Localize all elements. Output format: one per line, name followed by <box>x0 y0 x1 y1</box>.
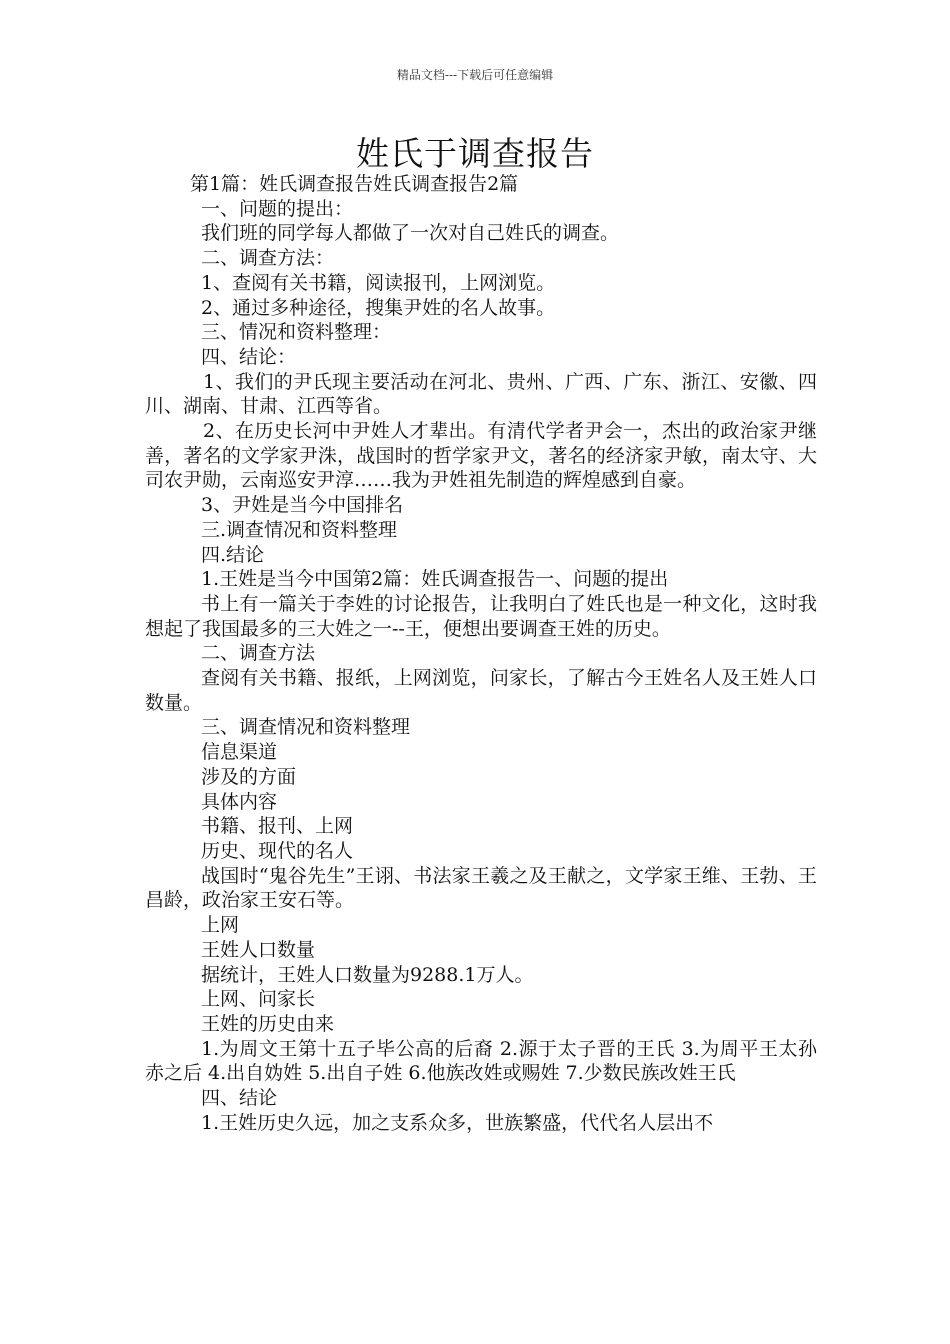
text-line: 三.调查情况和资料整理 <box>201 518 398 541</box>
text-line: 上网 <box>201 914 240 937</box>
text-line: 我们班的同学每人都做了一次对自己姓氏的调查。 <box>201 222 620 245</box>
text-line: 涉及的方面 <box>201 765 297 788</box>
page-header: 精品文档---下载后可任意编辑 <box>396 68 554 82</box>
text-line: 王姓人口数量 <box>201 938 316 961</box>
document-body <box>145 172 817 1135</box>
text-line: 1.王姓是当今中国第2篇：姓氏调查报告一、问题的提出 <box>201 568 669 591</box>
paragraph: 2、在历史长河中尹姓人才辈出。有清代学者尹会一，杰出的政治家尹继善，著名的文学家尹洙，战国时的哲学家尹文，著名的经济家尹敏，南太守、大司农尹勋，云南巡安尹淳……我为尹姓祖先制造的辉煌感到自豪。 <box>145 420 817 492</box>
paragraph: 战国时“鬼谷先生”王诩、书法家王羲之及王献之，文学家王维、王勃、王昌龄，政治家王安石等。 <box>145 864 817 912</box>
text-line: 二、调查方法： <box>201 247 335 270</box>
paragraph: 1.为周文王第十五子毕公高的后裔 2.源于太子晋的王氏 3.为周平王太孙赤之后 4.出自妫姓 5.出自子姓 6.他族改姓或赐姓 7.少数民族改姓王氏 <box>145 1037 817 1085</box>
text-line: 书籍、报刊、上网 <box>201 815 354 838</box>
text-line: 上网、问家长 <box>201 988 316 1011</box>
text-line: 三、情况和资料整理： <box>201 321 392 344</box>
text-line: 王姓的历史由来 <box>201 1012 335 1035</box>
text-line: 3、尹姓是当今中国排名 <box>201 494 404 517</box>
text-line: 具体内容 <box>201 790 278 813</box>
text-line: 2、通过多种途径，搜集尹姓的名人故事。 <box>201 296 556 319</box>
text-line: 四、结论： <box>201 345 297 368</box>
text-line: 四、结论 <box>201 1087 278 1110</box>
text-line: 历史、现代的名人 <box>201 839 354 862</box>
paragraph: 查阅有关书籍、报纸，上网浏览，问家长，了解古今王姓名人及王姓人口数量。 <box>145 667 817 714</box>
text-line: 据统计，王姓人口数量为9288.1万人。 <box>201 963 534 986</box>
text-line: 第1篇：姓氏调查报告姓氏调查报告2篇 <box>190 173 519 195</box>
text-line: 1、查阅有关书籍，阅读报刊，上网浏览。 <box>201 271 556 294</box>
text-line: 三、调查情况和资料整理 <box>201 716 411 739</box>
text-line: 信息渠道 <box>201 741 278 764</box>
text-line: 1.王姓历史久远，加之支系众多，世族繁盛，代代名人层出不 <box>201 1111 714 1134</box>
text-line: 一、问题的提出： <box>201 197 354 220</box>
paragraph: 书上有一篇关于李姓的讨论报告，让我明白了姓氏也是一种文化，这时我想起了我国最多的三大姓之一--王，便想出要调查王姓的历史。 <box>145 592 817 640</box>
text-line: 四.结论 <box>201 543 265 566</box>
text-line: 二、调查方法 <box>201 642 316 665</box>
paragraph: 1、我们的尹氏现主要活动在河北、贵州、广西、广东、浙江、安徽、四川、湖南、甘肃、江西等省。 <box>145 370 817 418</box>
document-title: 姓氏于调查报告 <box>356 134 594 173</box>
